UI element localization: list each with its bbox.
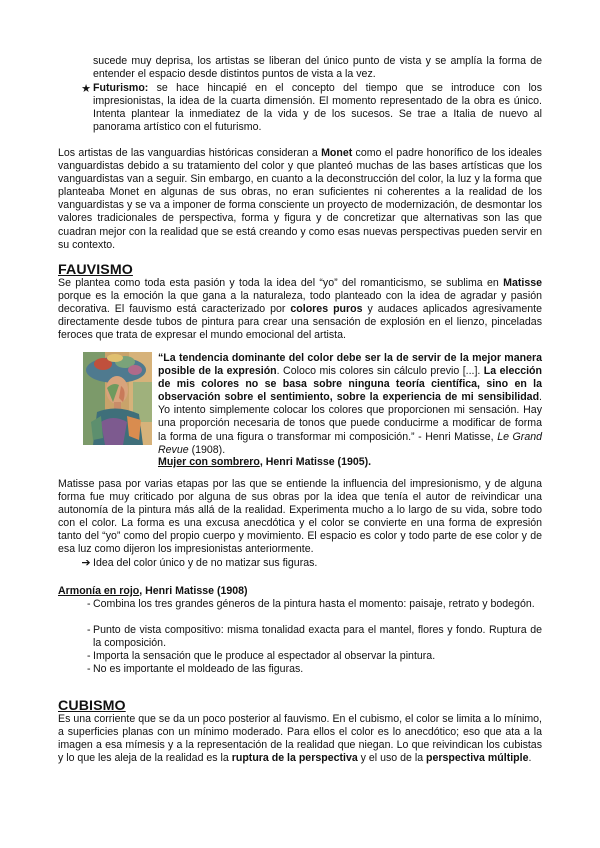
armonia-item: Combina los tres grandes géneros de la pintura hasta el momento: paisaje, retrato y bodegón.: [93, 598, 535, 610]
dash-bullet: -: [87, 624, 91, 636]
futurismo-label: Futurismo:: [93, 82, 149, 94]
fauvismo-heading: FAUVISMO: [58, 262, 133, 278]
woman-with-hat-painting: [83, 352, 152, 445]
armonia-item: Punto de vista compositivo: misma tonalidad exacta para el mantel, flores y fondo. Ruptura de la composición.: [93, 624, 542, 650]
intro-continuation: sucede muy deprisa, los artistas se liberan del único punto de vista y se amplía la forma de entender el espacio desde distintos puntos de vista a la vez.: [93, 55, 542, 81]
arrow-bullet-icon: ➔: [81, 557, 91, 569]
cubismo-paragraph: Es una corriente que se da un poco posterior al fauvismo. En el cubismo, el color se limita a lo mínimo, a superficies planas con un mínimo moderado. Para ellos el color es lo anecdótico; eso que ata a la imagen a esa mímesis y a la representación de la realidad que niegan. Lo que reivindican los cubistas y lo que les aleja de la realidad es la ruptura de la perspectiva y el uso de la perspectiva múltiple.: [58, 713, 542, 765]
dash-bullet: -: [87, 598, 91, 610]
dash-bullet: -: [87, 650, 91, 662]
armonia-heading: Armonía en rojo, Henri Matisse (1908): [58, 585, 248, 597]
armonia-title: Armonía en rojo: [58, 585, 140, 597]
dash-bullet: -: [87, 663, 91, 675]
armonia-item: No es importante el moldeado de las figuras.: [93, 663, 304, 675]
matisse-quote: “La tendencia dominante del color debe ser la de servir de la mejor manera posible de la expresión. Coloco mis colores sin cálculo previo [...]. La elección de mis colores no se basa sobre ninguna teoría científica, sino en la observación sobre el sentimiento, sobre la experiencia de mi sensibilidad. Yo intento simplemente colocar los colores que proporcionen mi sensación. Hay una proporción necesaria de tonos que puede conducirme a modificar de forma la forma de una figura o transformar mi composición.” - Henri Matisse, Le Grand Revue (1908).: [158, 352, 543, 456]
monet-name: Monet: [321, 147, 353, 159]
fauvismo-intro-paragraph: Se plantea como toda esta pasión y toda la idea del “yo” del romanticismo, se sublima en Matisse porque es la emoción la que gana a la naturaleza, todo planteado con la idea de agradar y pasión decorativa. El fauvismo está caracterizado por colores puros y audaces aplicados agresivamente directamente desde tubos de pintura para crear una sensación de explosión en el lienzo, pinceladas feroces que trata de expresar el mundo emocional del artista.: [58, 277, 542, 342]
matisse-stages-paragraph: Matisse pasa por varias etapas por las que se entiende la influencia del impresionismo, y de alguna forma fue muy criticado por alguna de sus obras por la idea que tenía el autor de reivindicar una autonomía de la pintura más allá de la realidad. Experimenta mucho a lo largo de su vida, sobre todo con el color. La forma es una excusa anecdótica y el color se convierte en una forma de expresión tanto del “yo” como del propio cuerpo y movimiento. El espacio es color y todo parte de ese color y de esa luz como dijeron los impresionistas anteriormente.: [58, 478, 542, 556]
monet-paragraph: Los artistas de las vanguardias históricas consideran a Monet como el padre honorífico de los ideales vanguardistas debido a su tratamiento del color y que planteó muchas de las bases artísticas que los vanguardistas van a seguir. Sin embargo, en cuanto a la deconstrucción del color, la luz y la forma que planteaba Monet en algunas de sus obras, no eran suficientes ni coherentes a la realidad de los vanguardistas y se va a imponer de forma consciente un proyecto de modernización, de desmontar los valores tradicionales de perspectiva, forma y figura y de concretizar que alternativas son las que cuadran mejor con la realidad que se está creando y como esas nuevas perspectivas pueden servir en su contexto.: [58, 147, 542, 251]
star-bullet-icon: ★: [81, 83, 91, 95]
futurismo-paragraph: Futurismo: se hace hincapié en el concepto del tiempo que se introduce con los impresionistas, la idea de la cuarta dimensión. El momento representado de la obra es único. Intenta plantear la inmediatez de la vida y de los sucesos. Se trae a Italia de nuevo al panorama artístico con el futurismo.: [93, 82, 542, 134]
armonia-item: Importa la sensación que le produce al espectador al observar la pintura.: [93, 650, 436, 662]
painting-caption: Mujer con sombrero, Henri Matisse (1905).: [158, 456, 372, 468]
cubismo-heading: CUBISMO: [58, 698, 126, 714]
caption-title: Mujer con sombrero: [158, 456, 260, 468]
color-idea-item: Idea del color único y de no matizar sus figuras.: [93, 557, 318, 569]
